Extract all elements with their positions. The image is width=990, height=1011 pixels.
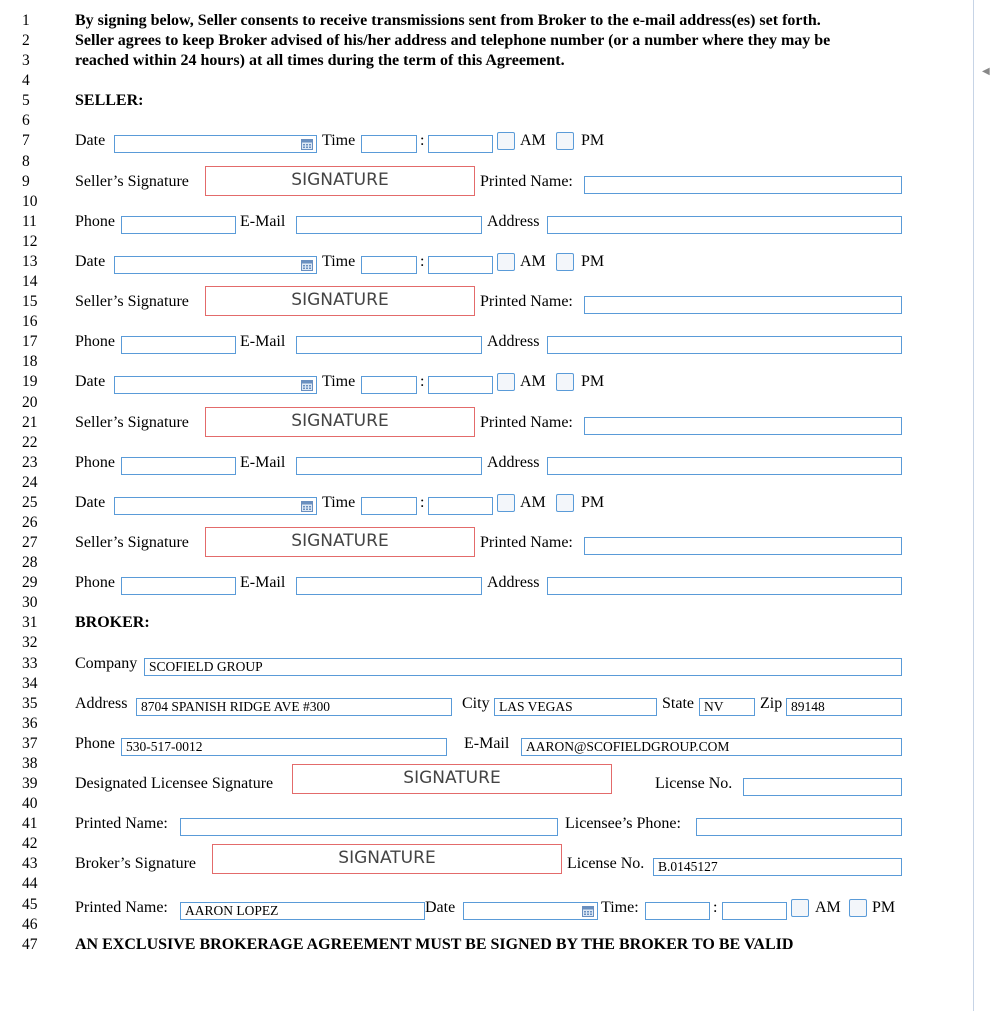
seller-2-pm-label: PM [581, 252, 605, 270]
broker-time-label: Time: [601, 898, 639, 916]
calendar-icon[interactable] [301, 379, 313, 391]
line-number: 7 [22, 132, 30, 150]
seller-4-date-label: Date [75, 493, 106, 511]
calendar-icon[interactable] [582, 905, 594, 917]
seller-2-time-hour-field[interactable] [361, 256, 417, 274]
broker-time-hour-field[interactable] [645, 902, 710, 920]
calendar-icon[interactable] [301, 259, 313, 271]
seller-3-phone-label: Phone [75, 453, 115, 471]
city-label: City [462, 694, 490, 712]
seller-4-phone-label: Phone [75, 574, 115, 592]
calendar-icon[interactable] [301, 500, 313, 512]
seller-3-time-label: Time [322, 373, 356, 391]
line-number: 40 [22, 795, 38, 813]
seller-3-email-label: E-Mail [240, 453, 286, 471]
seller-3-date-label: Date [75, 373, 106, 391]
line-number: 39 [22, 775, 38, 793]
city-field[interactable]: LAS VEGAS [494, 698, 657, 716]
seller-2-date-label: Date [75, 252, 106, 270]
broker-license-no-field[interactable]: B.0145127 [653, 858, 902, 876]
line-number: 15 [22, 293, 38, 311]
seller-4-printed-name-field[interactable] [584, 537, 902, 555]
seller-3-am-checkbox[interactable] [497, 373, 515, 391]
seller-1-printed-name-label: Printed Name: [480, 172, 573, 190]
seller-4-signature-field[interactable]: SIGNATURE [205, 527, 475, 557]
seller-4-time-hour-field[interactable] [361, 497, 417, 515]
calendar-icon[interactable] [301, 138, 313, 150]
seller-4-time-label: Time [322, 493, 356, 511]
seller-4-email-field[interactable] [296, 577, 482, 595]
seller-1-phone-field[interactable] [121, 216, 236, 234]
seller-1-pm-label: PM [581, 132, 605, 150]
broker-email-field[interactable]: AARON@SCOFIELDGROUP.COM [521, 738, 902, 756]
line-number: 33 [22, 654, 38, 672]
intro-line: By signing below, Seller consents to receive transmissions sent from Broker to the e-mail address(es) set forth. [75, 12, 821, 29]
seller-3-address-field[interactable] [547, 457, 902, 475]
seller-2-date-field[interactable] [114, 256, 317, 274]
seller-3-time-hour-field[interactable] [361, 376, 417, 394]
line-number: 37 [22, 734, 38, 752]
broker-pm-checkbox[interactable] [849, 899, 867, 917]
broker-address-field[interactable]: 8704 SPANISH RIDGE AVE #300 [136, 698, 452, 716]
seller-3-date-field[interactable] [114, 376, 317, 394]
line-number: 45 [22, 895, 38, 913]
seller-2-phone-field[interactable] [121, 336, 236, 354]
seller-1-signature-field[interactable]: SIGNATURE [205, 166, 475, 196]
broker-phone-field[interactable]: 530-517-0012 [121, 738, 447, 756]
line-number: 21 [22, 413, 38, 431]
line-number: 9 [22, 172, 30, 190]
seller-3-address-label: Address [487, 453, 540, 471]
company-field[interactable]: SCOFIELD GROUP [144, 658, 902, 676]
designated-licensee-signature-field[interactable]: SIGNATURE [292, 764, 612, 794]
line-number: 34 [22, 674, 38, 692]
broker-printed-name-label: Printed Name: [75, 898, 168, 916]
seller-2-address-field[interactable] [547, 336, 902, 354]
seller-1-time-colon: : [420, 132, 425, 150]
seller-1-time-label: Time [322, 132, 356, 150]
line-number: 46 [22, 915, 38, 933]
seller-4-am-checkbox[interactable] [497, 494, 515, 512]
zip-label: Zip [760, 694, 783, 712]
seller-3-signature-label: Seller’s Signature [75, 413, 189, 431]
seller-1-email-field[interactable] [296, 216, 482, 234]
line-number: 41 [22, 815, 38, 833]
broker-email-label: E-Mail [464, 734, 510, 752]
brokers-signature-field[interactable]: SIGNATURE [212, 844, 562, 874]
line-number: 35 [22, 694, 38, 712]
state-label: State [662, 694, 694, 712]
intro-line: Seller agrees to keep Broker advised of his/her address and telephone number (or a number where they may be [75, 32, 831, 50]
seller-heading: SELLER: [75, 92, 144, 110]
seller-1-date-label: Date [75, 132, 106, 150]
broker-printed-name-field[interactable]: AARON LOPEZ [180, 902, 425, 920]
line-number: 14 [22, 273, 38, 291]
line-number: 8 [22, 152, 30, 170]
seller-2-printed-name-field[interactable] [584, 296, 902, 314]
line-number: 18 [22, 353, 38, 371]
intro-line: reached within 24 hours) at all times during the term of this Agreement. [75, 52, 565, 70]
line-number: 13 [22, 252, 38, 270]
seller-3-signature-field[interactable]: SIGNATURE [205, 407, 475, 437]
seller-3-printed-name-label: Printed Name: [480, 413, 573, 431]
seller-2-am-label: AM [520, 252, 546, 270]
line-number: 32 [22, 634, 38, 652]
designated-license-no-field[interactable] [743, 778, 902, 796]
brokers-signature-label: Broker’s Signature [75, 855, 197, 873]
seller-1-address-field[interactable] [547, 216, 902, 234]
seller-1-phone-label: Phone [75, 212, 115, 230]
line-number: 1 [22, 12, 30, 29]
seller-1-date-field[interactable] [114, 135, 317, 153]
broker-pm-label: PM [872, 898, 896, 916]
seller-4-phone-field[interactable] [121, 577, 236, 595]
line-number: 3 [22, 52, 30, 70]
seller-4-time-colon: : [420, 493, 425, 511]
line-number: 11 [22, 212, 37, 230]
broker-time-colon: : [713, 898, 718, 916]
seller-2-signature-field[interactable]: SIGNATURE [205, 286, 475, 316]
zip-field[interactable]: 89148 [786, 698, 902, 716]
line-number: 5 [22, 92, 30, 110]
broker-heading: BROKER: [75, 614, 150, 632]
seller-2-address-label: Address [487, 333, 540, 351]
seller-4-time-minute-field[interactable] [428, 497, 493, 515]
seller-1-email-label: E-Mail [240, 212, 286, 230]
seller-4-pm-label: PM [581, 493, 605, 511]
seller-2-phone-label: Phone [75, 333, 115, 351]
line-number: 42 [22, 835, 38, 853]
seller-1-address-label: Address [487, 212, 540, 230]
line-number: 22 [22, 433, 38, 451]
line-number: 44 [22, 875, 38, 893]
licensees-phone-field[interactable] [696, 818, 902, 836]
seller-2-signature-label: Seller’s Signature [75, 293, 189, 311]
line-number: 38 [22, 754, 38, 772]
line-number: 24 [22, 473, 38, 491]
designated-licensee-signature-label: Designated Licensee Signature [75, 775, 274, 793]
seller-3-pm-label: PM [581, 373, 605, 391]
seller-1-am-checkbox[interactable] [497, 132, 515, 150]
line-number: 10 [22, 192, 38, 210]
line-number: 43 [22, 855, 38, 873]
line-number: 30 [22, 594, 38, 612]
seller-2-pm-checkbox[interactable] [556, 253, 574, 271]
seller-2-am-checkbox[interactable] [497, 253, 515, 271]
line-number: 20 [22, 393, 38, 411]
collapse-chevron-icon[interactable]: ◀ [982, 66, 990, 77]
designated-license-no-label: License No. [655, 775, 733, 793]
seller-2-time-label: Time [322, 252, 356, 270]
seller-4-signature-label: Seller’s Signature [75, 534, 189, 552]
line-number: 4 [22, 72, 30, 90]
seller-4-address-label: Address [487, 574, 540, 592]
seller-3-email-field[interactable] [296, 457, 482, 475]
broker-date-label: Date [425, 898, 456, 916]
line-number: 12 [22, 232, 38, 250]
line-number: 17 [22, 333, 38, 351]
page-edge-divider [973, 0, 974, 1011]
seller-4-email-label: E-Mail [240, 574, 286, 592]
line-number: 47 [22, 935, 38, 953]
line-number: 25 [22, 493, 38, 511]
broker-time-minute-field[interactable] [722, 902, 787, 920]
seller-4-address-field[interactable] [547, 577, 902, 595]
line-number: 6 [22, 112, 30, 130]
line-number: 23 [22, 453, 38, 471]
seller-4-printed-name-label: Printed Name: [480, 534, 573, 552]
seller-2-email-label: E-Mail [240, 333, 286, 351]
seller-2-time-colon: : [420, 252, 425, 270]
line-number: 36 [22, 714, 38, 732]
line-number: 28 [22, 554, 38, 572]
seller-1-pm-checkbox[interactable] [556, 132, 574, 150]
licensee-printed-name-field[interactable] [180, 818, 558, 836]
company-label: Company [75, 654, 138, 672]
licensee-printed-name-label: Printed Name: [75, 815, 168, 833]
seller-3-am-label: AM [520, 373, 546, 391]
seller-1-time-hour-field[interactable] [361, 135, 417, 153]
seller-3-time-colon: : [420, 373, 425, 391]
line-number: 2 [22, 32, 30, 50]
seller-3-pm-checkbox[interactable] [556, 373, 574, 391]
seller-1-printed-name-field[interactable] [584, 176, 902, 194]
seller-4-pm-checkbox[interactable] [556, 494, 574, 512]
seller-4-date-field[interactable] [114, 497, 317, 515]
line-number: 26 [22, 514, 38, 531]
seller-3-time-minute-field[interactable] [428, 376, 493, 394]
seller-1-signature-label: Seller’s Signature [75, 172, 189, 190]
broker-am-label: AM [815, 898, 841, 916]
seller-2-time-minute-field[interactable] [428, 256, 493, 274]
licensees-phone-label: Licensee’s Phone: [565, 815, 681, 833]
line-number: 16 [22, 313, 38, 331]
broker-am-checkbox[interactable] [791, 899, 809, 917]
broker-license-no-label: License No. [567, 855, 645, 873]
seller-3-phone-field[interactable] [121, 457, 236, 475]
broker-date-field[interactable] [463, 902, 598, 920]
seller-3-printed-name-field[interactable] [584, 417, 902, 435]
seller-1-time-minute-field[interactable] [428, 135, 493, 153]
footer-notice: AN EXCLUSIVE BROKERAGE AGREEMENT MUST BE SIGNED BY THE BROKER TO BE VALID [75, 935, 794, 953]
line-number: 31 [22, 614, 38, 632]
line-number: 19 [22, 373, 38, 391]
line-number: 27 [22, 534, 38, 552]
seller-1-am-label: AM [520, 132, 546, 150]
seller-2-email-field[interactable] [296, 336, 482, 354]
seller-2-printed-name-label: Printed Name: [480, 293, 573, 311]
state-field[interactable]: NV [699, 698, 755, 716]
seller-4-am-label: AM [520, 493, 546, 511]
broker-address-label: Address [75, 694, 128, 712]
broker-phone-label: Phone [75, 734, 115, 752]
line-number: 29 [22, 574, 38, 592]
